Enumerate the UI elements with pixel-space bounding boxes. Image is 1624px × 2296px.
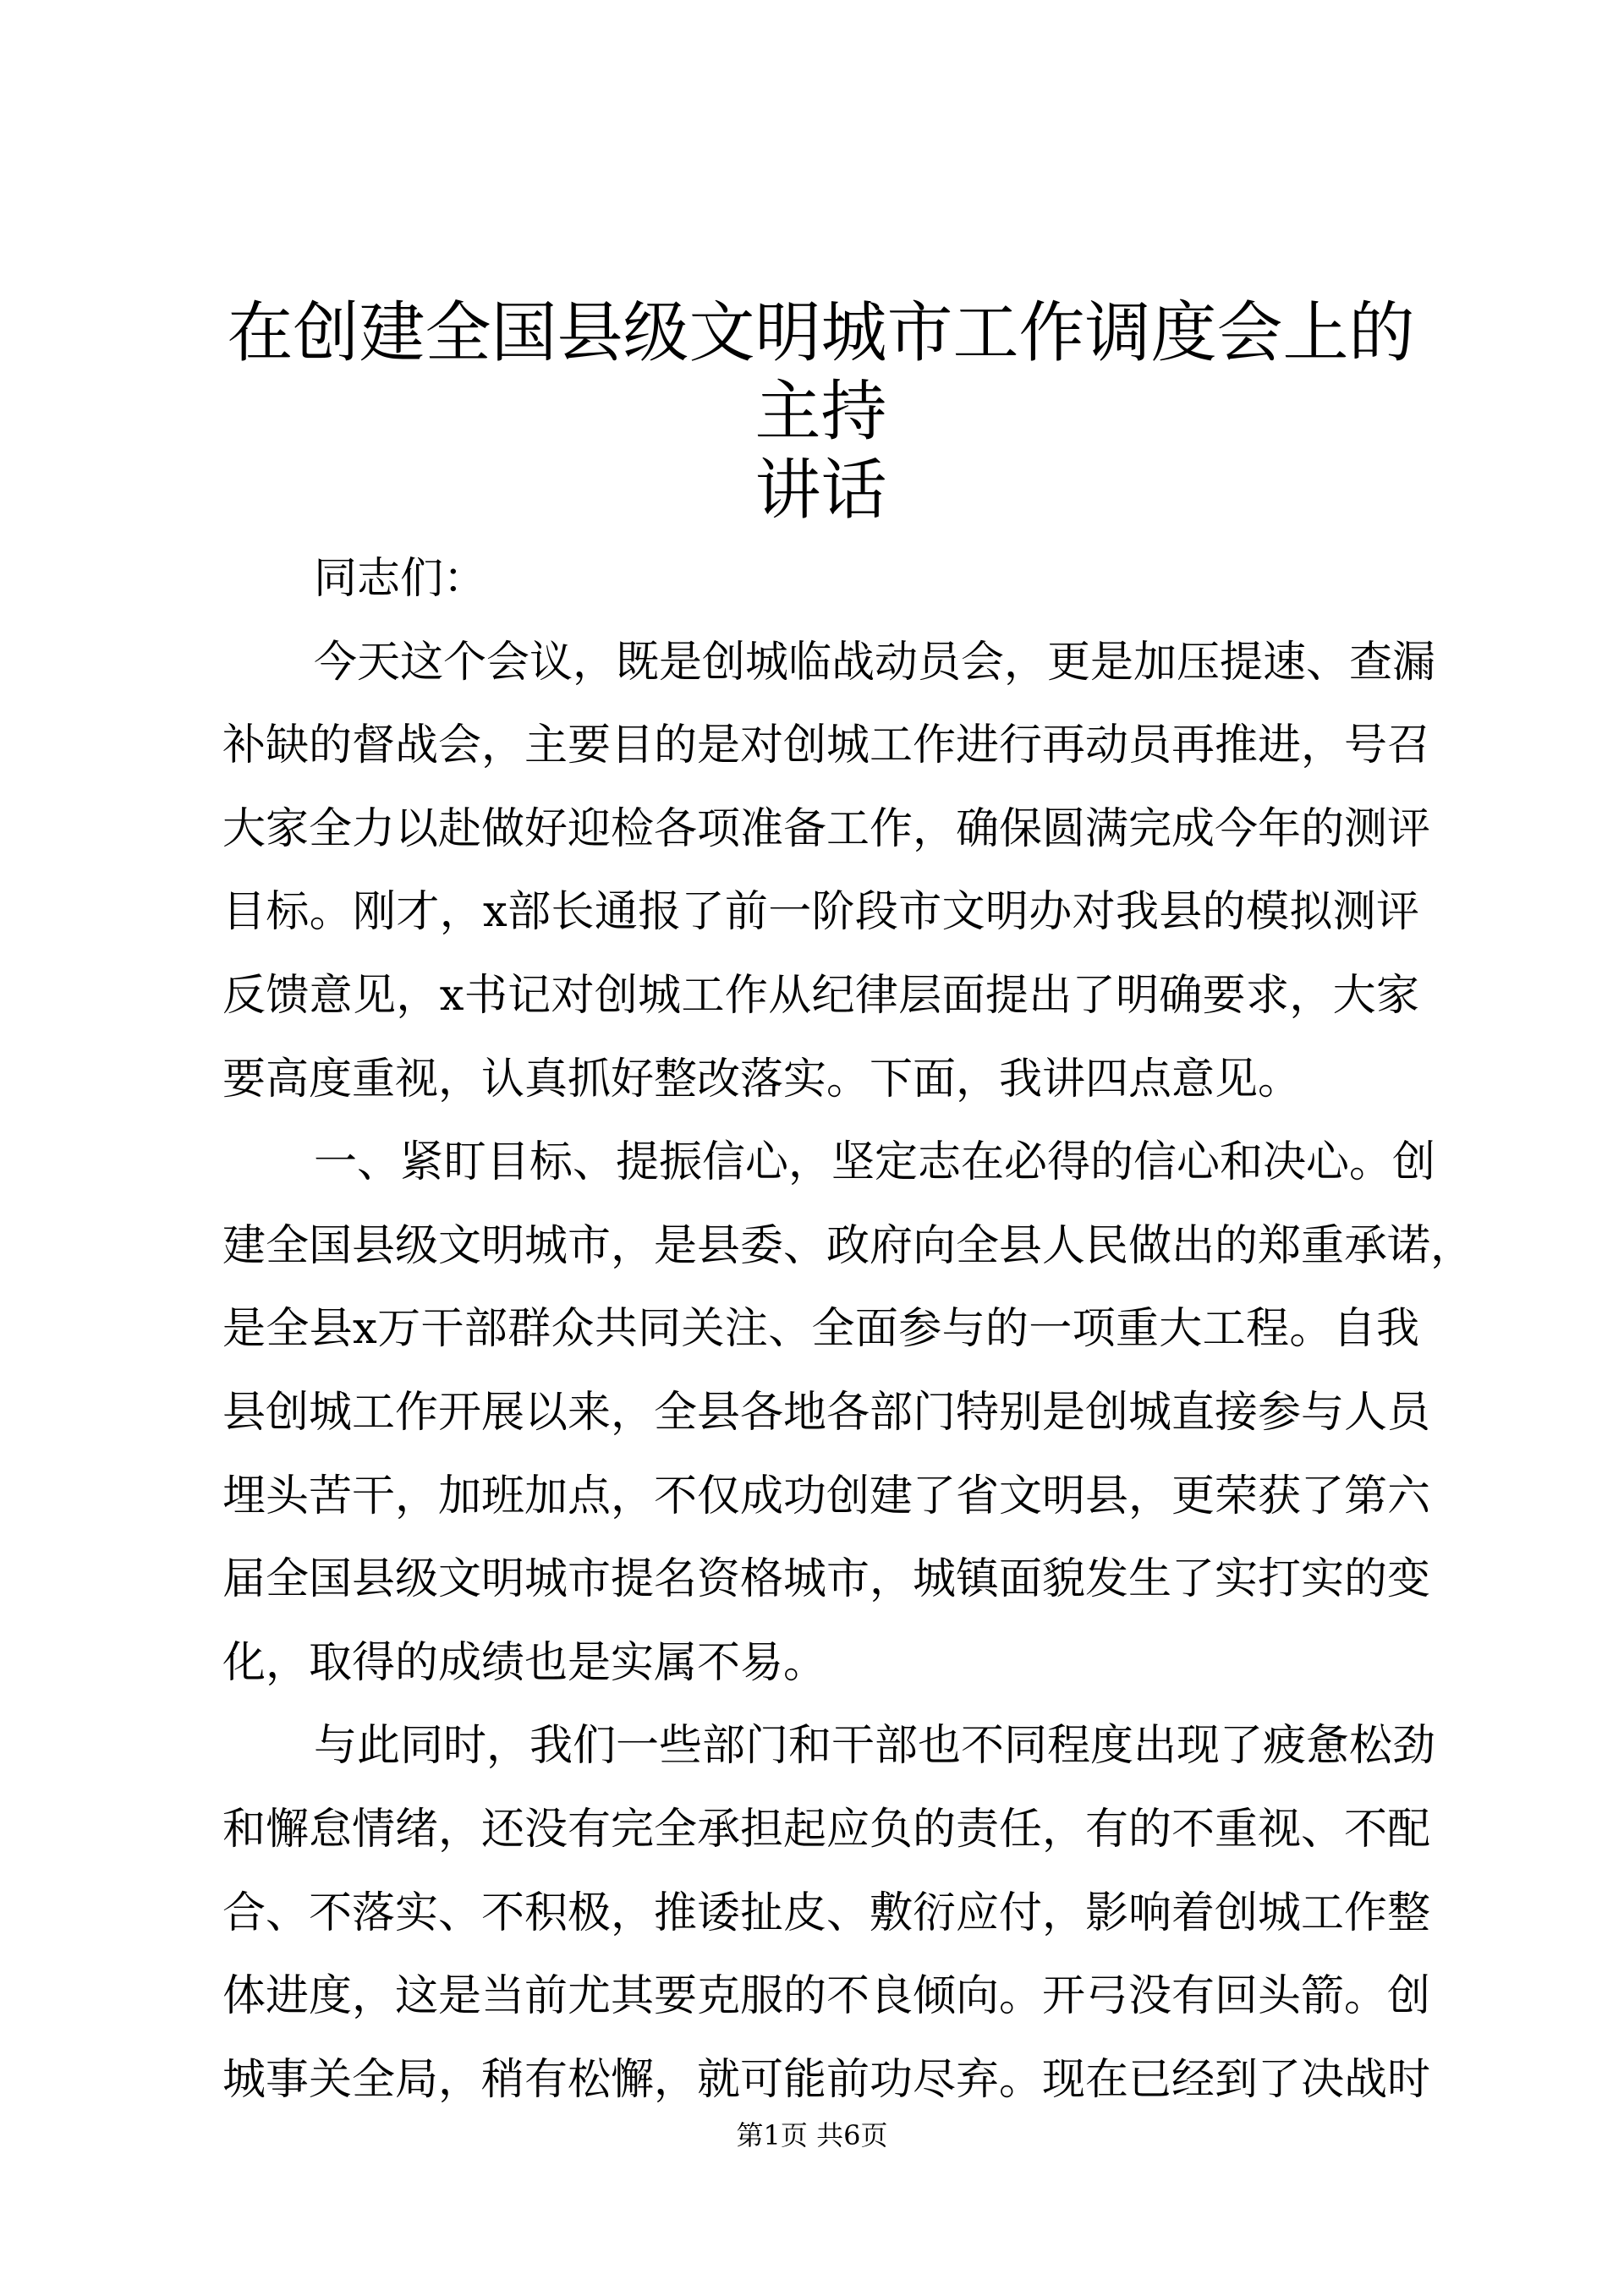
title-line: 在创建全国县级文明城市工作调度会上的主持 — [227, 295, 1415, 450]
text-line: 县创城工作开展以来，全县各地各部门特别是创城直接参与人员 — [222, 1387, 1431, 1438]
text-line: 建全国县级文明城市，是县委、政府向全县人民做出的郑重承诺， — [222, 1220, 1474, 1271]
paragraph — [222, 622, 1436, 1122]
text-line: 同志们： — [314, 554, 487, 604]
text-line: 化，取得的成绩也是实属不易。 — [222, 1637, 827, 1688]
document-body — [222, 538, 1474, 2122]
paragraph — [222, 1705, 1436, 2122]
document-page — [222, 294, 1474, 2122]
text-line: 目标。刚才，x部长通报了前一阶段市文明办对我县的模拟测评 — [222, 887, 1419, 938]
text-line: 与此同时，我们一些部门和干部也不同程度出现了疲惫松劲 — [314, 1721, 1436, 1772]
text-line: 合、不落实、不积极，推诿扯皮、敷衍应付，影响着创城工作整 — [222, 1888, 1431, 1938]
text-line: 体进度，这是当前尤其要克服的不良倾向。开弓没有回头箭。创 — [222, 1971, 1431, 2022]
text-line: 城事关全局，稍有松懈，就可能前功尽弃。现在已经到了决战时 — [222, 2054, 1431, 2105]
text-line: 届全国县级文明城市提名资格城市，城镇面貌发生了实打实的变 — [222, 1554, 1431, 1605]
text-line: 反馈意见，x书记对创城工作从纪律层面提出了明确要求，大家 — [222, 970, 1419, 1021]
page-footer: 第1页 共6页 — [736, 2119, 888, 2151]
text-line: 今天这个会议，既是创城临战动员会，更是加压提速、查漏 — [314, 637, 1436, 688]
text-line: 要高度重视，认真抓好整改落实。下面，我讲四点意见。 — [222, 1054, 1302, 1104]
title-line: 讲话 — [754, 452, 887, 529]
text-line: 是全县x万干部群众共同关注、全面参与的一项重大工程。自我 — [222, 1304, 1419, 1355]
text-line: 埋头苦干，加班加点，不仅成功创建了省文明县，更荣获了第六 — [222, 1471, 1431, 1521]
paragraph — [222, 1121, 1474, 1705]
text-line: 补缺的督战会，主要目的是对创城工作进行再动员再推进，号召 — [222, 721, 1431, 771]
document-title — [222, 294, 1419, 530]
text-line: 大家全力以赴做好迎检各项准备工作，确保圆满完成今年的测评 — [222, 803, 1431, 854]
salutation — [222, 538, 1419, 622]
text-line: 一、紧盯目标、提振信心，坚定志在必得的信心和决心。创 — [314, 1137, 1436, 1188]
text-line: 和懈怠情绪，还没有完全承担起应负的责任，有的不重视、不配 — [222, 1804, 1431, 1855]
